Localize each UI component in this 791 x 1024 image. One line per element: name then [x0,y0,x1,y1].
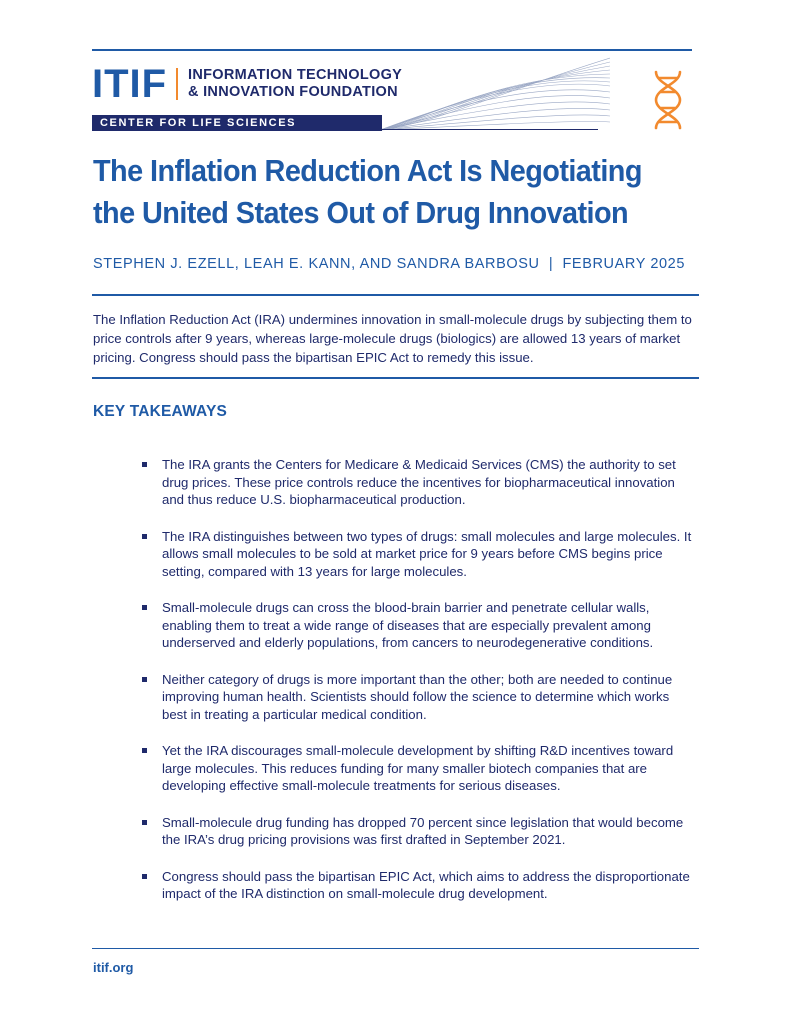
itif-logo: ITIF [92,62,168,106]
list-item [140,814,692,849]
takeaway-text: The IRA distinguishes between two types of drugs: small molecules and large molecules. It allows small molecules to be sold at market price for 9 years before CMS begins price setting, compared with 13 years for large molecules. [162,528,692,579]
takeaway-text: Congress should pass the bipartisan EPIC Act, which aims to address the disproportionate impact of the IRA distinction on small-molecule drug development. [162,868,690,901]
list-item [140,528,692,581]
key-takeaways-heading: KEY TAKEAWAYS [93,403,228,420]
top-rule [92,49,692,51]
dna-icon [648,70,688,130]
footer-site-link[interactable]: itif.org [93,960,134,975]
bullet-square-icon [142,820,147,825]
takeaway-text: Small-molecule drugs can cross the blood-brain barrier and penetrate cellular walls, enabling them to treat a wide range of diseases that are especially prevalent among underserved and elderly populations, from cancers to neurodegenerative conditions. [162,600,654,650]
bullet-square-icon [142,462,147,467]
summary-top-rule [92,294,699,296]
list-item [140,671,692,724]
list-item [140,868,692,903]
bullet-square-icon [142,677,147,682]
wave-lines-graphic [380,52,610,132]
bullet-square-icon [142,748,147,753]
logo-divider [176,68,178,100]
list-item [140,742,692,795]
summary-text: The Inflation Reduction Act (IRA) undermines innovation in small-molecule drugs by subjecting them to price controls after 9 years, whereas large-molecule drugs (biologics) are allowed 13 years of market pricing. Congress should pass the bipartisan EPIC Act to remedy this issue. [93,312,692,365]
takeaway-text: Small-molecule drug funding has dropped 70 percent since legislation that would become the IRA’s drug pricing provisions was first drafted in September 2021. [162,814,684,847]
title-line-2: the United States Out of Drug Innovation [93,195,629,230]
authors-date: STEPHEN J. EZELL, LEAH E. KANN, AND SANDRA BARBOSU | FEBRUARY 2025 [93,256,685,272]
list-item [140,599,692,652]
title-line-1: The Inflation Reduction Act Is Negotiating [93,153,642,188]
organization-name [188,67,402,101]
organization-name-line1: INFORMATION TECHNOLOGY [188,67,403,83]
organization-name-line2: & INNOVATION FOUNDATION [188,84,398,100]
key-takeaways-list [140,456,692,903]
page-title [93,150,670,234]
bullet-square-icon [142,605,147,610]
center-name-band: CENTER FOR LIFE SCIENCES INNOVATION [92,115,382,131]
list-item [140,456,692,509]
center-band-rule [382,129,598,130]
footer-rule [92,948,699,949]
takeaway-text: Yet the IRA discourages small-molecule development by shifting R&D incentives toward large molecules. This reduces funding for many smaller biotech companies that are developing effective small-molecule treatments for serious diseases. [162,743,674,793]
takeaway-text: The IRA grants the Centers for Medicare & Medicaid Services (CMS) the authority to set drug prices. These price controls reduce the incentives for biopharmaceutical innovation and thus reduce U.S. biopharmaceutical production. [162,457,676,507]
summary-bottom-rule [92,377,699,379]
bullet-square-icon [142,534,147,539]
bullet-square-icon [142,874,147,879]
takeaway-text: Neither category of drugs is more important than the other; both are needed to continue improving human health. Scientists should follow the science to determine which works best in treating a particular medical condition. [162,671,673,722]
